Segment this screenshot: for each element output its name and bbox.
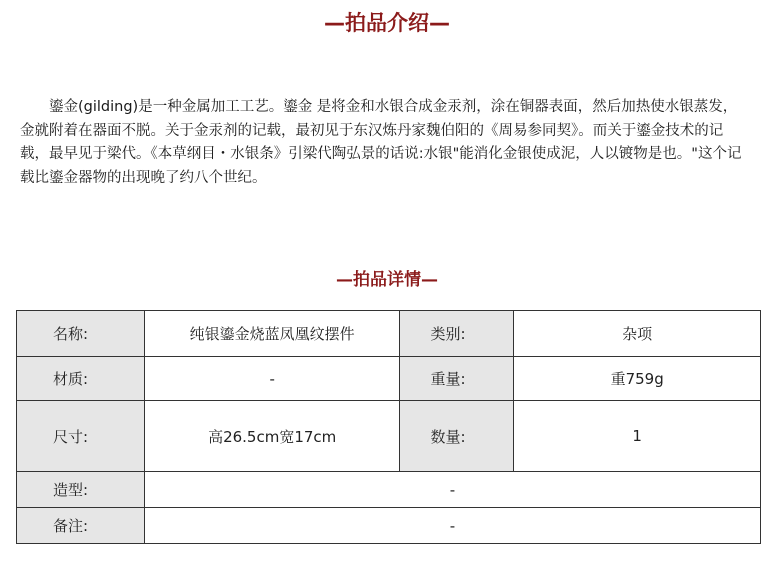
notes-label: 备注: (17, 508, 145, 544)
material-label: 材质: (17, 357, 145, 401)
section-title-details: —拍品详情— (336, 270, 438, 290)
section-title-intro: —拍品介绍— (324, 11, 450, 35)
quantity-value: 1 (514, 401, 761, 472)
category-label: 类别: (400, 311, 514, 357)
table-row (17, 311, 761, 357)
notes-value: - (144, 508, 760, 544)
quantity-label: 数量: (400, 401, 514, 472)
category-value: 杂项 (514, 311, 761, 357)
shape-label: 造型: (17, 472, 145, 508)
name-value: 纯银鎏金烧蓝凤凰纹摆件 (144, 311, 400, 357)
size-label: 尺寸: (17, 401, 145, 472)
weight-label: 重量: (400, 357, 514, 401)
intro-paragraph: 鎏金(gilding)是一种金属加工工艺。鎏金 是将金和水银合成金汞剂，涂在铜器表面，然后加热使水银蒸发，金就附着在器面不脱。关于金汞剂的记载，最初见于东汉炼丹家魏伯阳的《周易参同契》。而关于鎏金技术的记载，最早见于梁代。《本草纲目・水银条》引梁代陶弘景的话说:水银"能消化金银使成泥，人以镀物是也。"这个记载比鎏金器物的出现晚了约八个世纪。 (20, 99, 742, 186)
material-value: - (144, 357, 400, 401)
table-row (17, 357, 761, 401)
weight-value: 重759g (514, 357, 761, 401)
details-table (16, 310, 761, 544)
shape-value: - (144, 472, 760, 508)
table-row (17, 472, 761, 508)
table-row (17, 401, 761, 472)
table-row (17, 508, 761, 544)
size-value: 高26.5cm宽17cm (144, 401, 400, 472)
name-label: 名称: (17, 311, 145, 357)
